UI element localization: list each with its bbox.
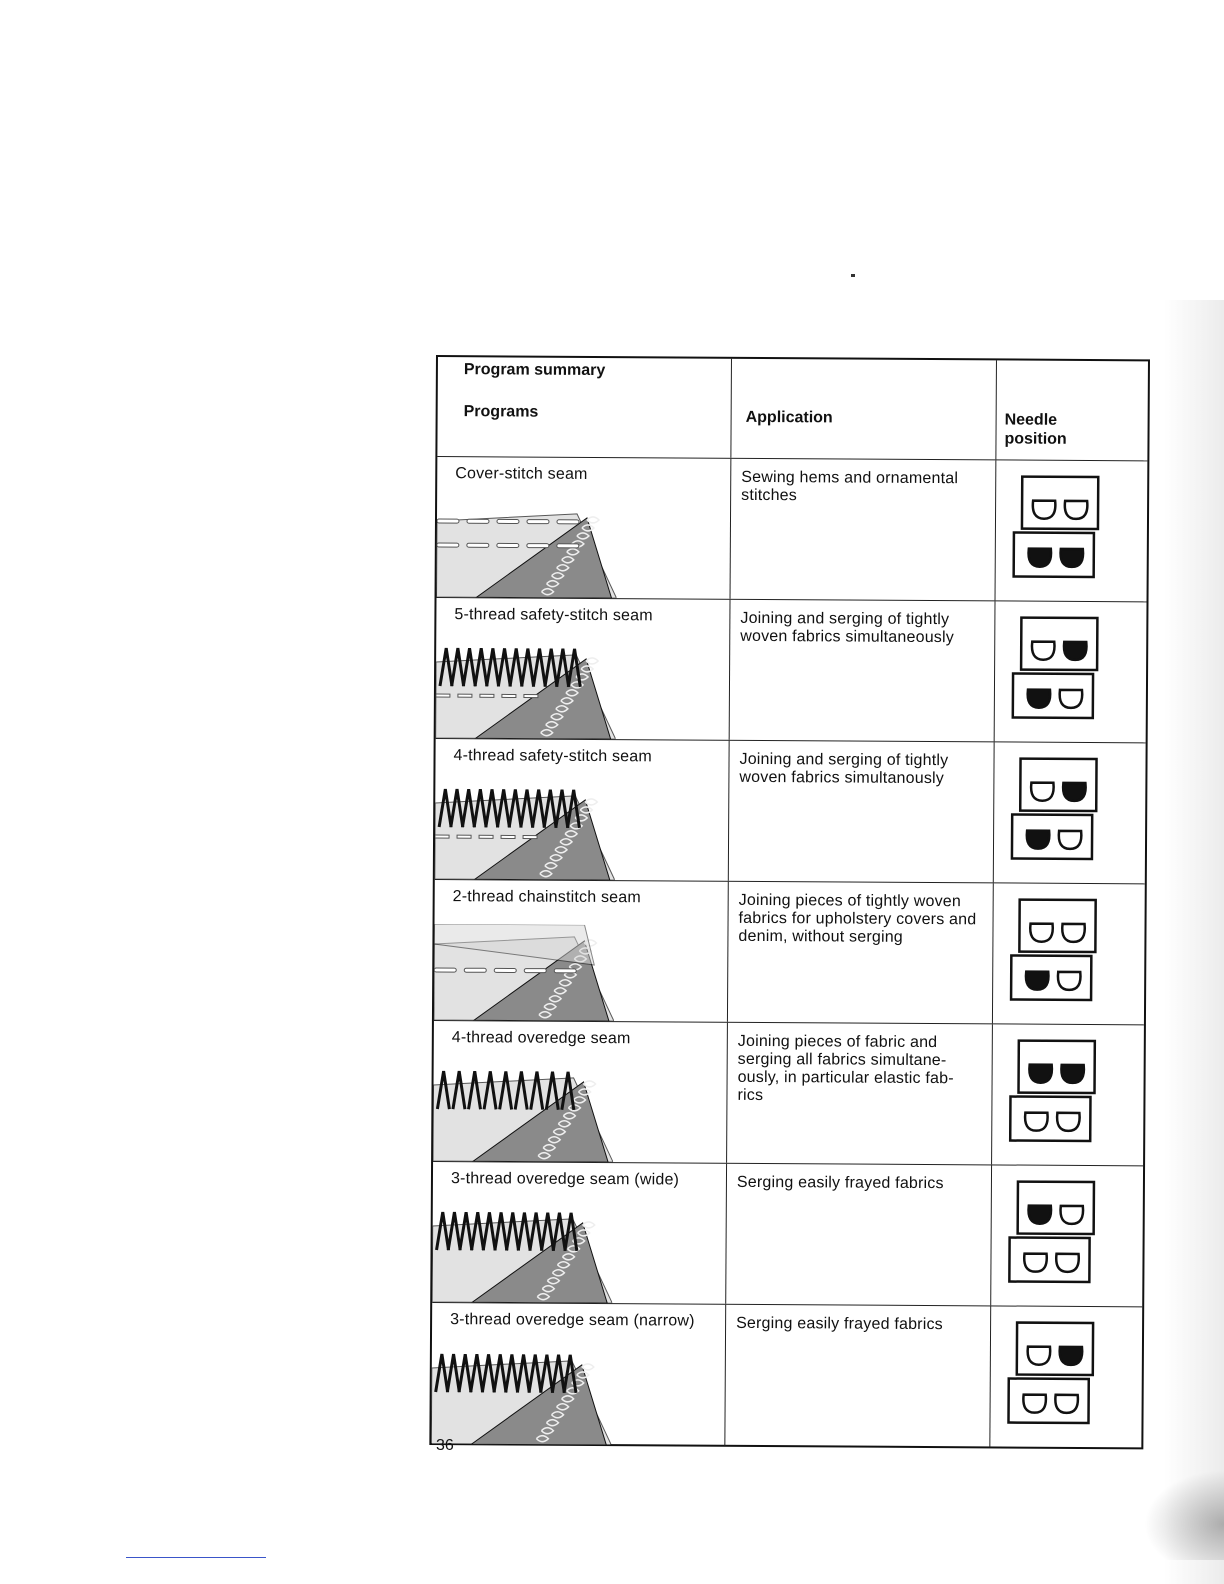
- needle-inactive-icon: [1057, 1113, 1080, 1131]
- table-header-row: [437, 357, 1148, 461]
- 2-thread-chainstitch-illustration: [434, 924, 615, 1021]
- needle-inactive-icon: [1024, 1254, 1047, 1272]
- application-text: Joining and serging of tightly woven fabrics simultanously: [739, 750, 949, 788]
- application-cell: [731, 459, 997, 601]
- program-name: 4-thread safety-stitch seam: [453, 747, 652, 766]
- table-title: Program summary: [463, 361, 606, 380]
- needle-inactive-icon: [1030, 924, 1053, 942]
- needle-position-icon: [1007, 896, 1102, 1007]
- needle-inactive-icon: [1028, 1347, 1051, 1365]
- needle-position-cell: [993, 883, 1145, 1024]
- table-row: [435, 739, 1146, 884]
- application-text: Joining pieces of tightly woven fabrics for upholstery covers and denim, without serging: [738, 891, 977, 946]
- needle-position-icon: [1010, 473, 1105, 584]
- needle-inactive-icon: [1065, 501, 1088, 519]
- needle-position-cell: [995, 601, 1147, 742]
- page-number: 36: [436, 1437, 454, 1454]
- program-cell: [436, 598, 731, 740]
- table-row: [433, 1021, 1144, 1166]
- application-text: Joining and serging of tightly woven fabrics simultaneously: [740, 609, 955, 647]
- footer-underline: [126, 1557, 266, 1558]
- print-speck: [851, 274, 855, 277]
- program-name: 5-thread safety-stitch seam: [454, 606, 653, 625]
- needle-position-cell: [992, 1024, 1144, 1165]
- needle-active-icon: [1028, 690, 1051, 708]
- page-corner-shadow: [1144, 1470, 1224, 1560]
- header-application-cell: [731, 359, 997, 460]
- program-name: 4-thread overedge seam: [451, 1029, 631, 1048]
- needle-inactive-icon: [1032, 642, 1055, 660]
- needle-inactive-icon: [1059, 831, 1082, 849]
- application-cell: [725, 1305, 991, 1448]
- column-header-needle-position: Needle position: [1004, 411, 1067, 448]
- program-name: 3-thread overedge seam (narrow): [450, 1311, 695, 1330]
- 4-thread-overedge-illustration: [433, 1065, 614, 1162]
- needle-active-icon: [1028, 549, 1051, 567]
- application-text: Serging easily frayed fabrics: [736, 1314, 943, 1334]
- needle-active-icon: [1060, 1347, 1083, 1365]
- program-cell: [437, 457, 732, 599]
- program-cell: [434, 880, 729, 1022]
- needle-position-cell: [996, 460, 1148, 601]
- needle-inactive-icon: [1062, 924, 1085, 942]
- needle-position-cell: [994, 742, 1146, 883]
- needle-position-icon: [1004, 1318, 1099, 1429]
- header-programs-cell: [437, 357, 732, 458]
- program-summary-table: [429, 355, 1150, 1449]
- page-edge-shadow: [1164, 300, 1224, 1584]
- table-row: [436, 598, 1147, 743]
- table-row: [437, 457, 1148, 602]
- needle-inactive-icon: [1031, 783, 1054, 801]
- application-text: Joining pieces of fabric and serging all fabrics simultane-ously, in particular elastic fab-rics: [737, 1032, 954, 1105]
- needle-inactive-icon: [1023, 1395, 1046, 1413]
- table-row: [434, 880, 1145, 1025]
- application-text: Sewing hems and ornamental stitches: [741, 468, 959, 505]
- table-row: [432, 1162, 1143, 1307]
- needle-inactive-icon: [1056, 1254, 1079, 1272]
- 5-thread-safety-stitch-illustration: [436, 642, 617, 739]
- table-row: [431, 1303, 1142, 1448]
- 4-thread-safety-stitch-illustration: [435, 783, 616, 880]
- needle-inactive-icon: [1060, 690, 1083, 708]
- column-header-application: Application: [745, 408, 833, 427]
- needle-active-icon: [1026, 972, 1049, 990]
- needle-active-icon: [1028, 1206, 1051, 1224]
- application-cell: [727, 1023, 993, 1165]
- needle-inactive-icon: [1055, 1395, 1078, 1413]
- needle-active-icon: [1064, 642, 1087, 660]
- application-cell: [729, 741, 995, 883]
- needle-inactive-icon: [1058, 972, 1081, 990]
- needle-position-icon: [1005, 1177, 1100, 1288]
- program-cell: [431, 1303, 726, 1446]
- column-header-programs: Programs: [463, 403, 539, 421]
- needle-active-icon: [1061, 1065, 1084, 1083]
- needle-active-icon: [1027, 831, 1050, 849]
- application-cell: [726, 1164, 992, 1306]
- needle-active-icon: [1029, 1065, 1052, 1083]
- needle-position-icon: [1008, 755, 1103, 866]
- needle-inactive-icon: [1060, 1206, 1083, 1224]
- 3-thread-overedge-wide-illustration: [432, 1206, 613, 1303]
- program-cell: [432, 1162, 727, 1304]
- program-name: Cover-stitch seam: [455, 465, 588, 483]
- program-name: 3-thread overedge seam (wide): [450, 1170, 680, 1189]
- 3-thread-overedge-narrow-illustration: [431, 1348, 612, 1445]
- program-cell: [433, 1021, 728, 1163]
- needle-position-icon: [1006, 1036, 1101, 1147]
- needle-position-icon: [1009, 614, 1104, 725]
- cover-stitch-illustration: [437, 501, 618, 598]
- program-cell: [435, 739, 730, 881]
- needle-active-icon: [1063, 783, 1086, 801]
- program-name: 2-thread chainstitch seam: [452, 888, 641, 907]
- needle-position-cell: [991, 1165, 1143, 1306]
- needle-inactive-icon: [1033, 501, 1056, 519]
- needle-inactive-icon: [1025, 1113, 1048, 1131]
- needle-position-cell: [990, 1306, 1142, 1448]
- application-text: Serging easily frayed fabrics: [736, 1173, 944, 1193]
- application-cell: [730, 600, 996, 742]
- application-cell: [728, 882, 994, 1024]
- header-needle-cell: [996, 360, 1148, 460]
- needle-active-icon: [1060, 549, 1083, 567]
